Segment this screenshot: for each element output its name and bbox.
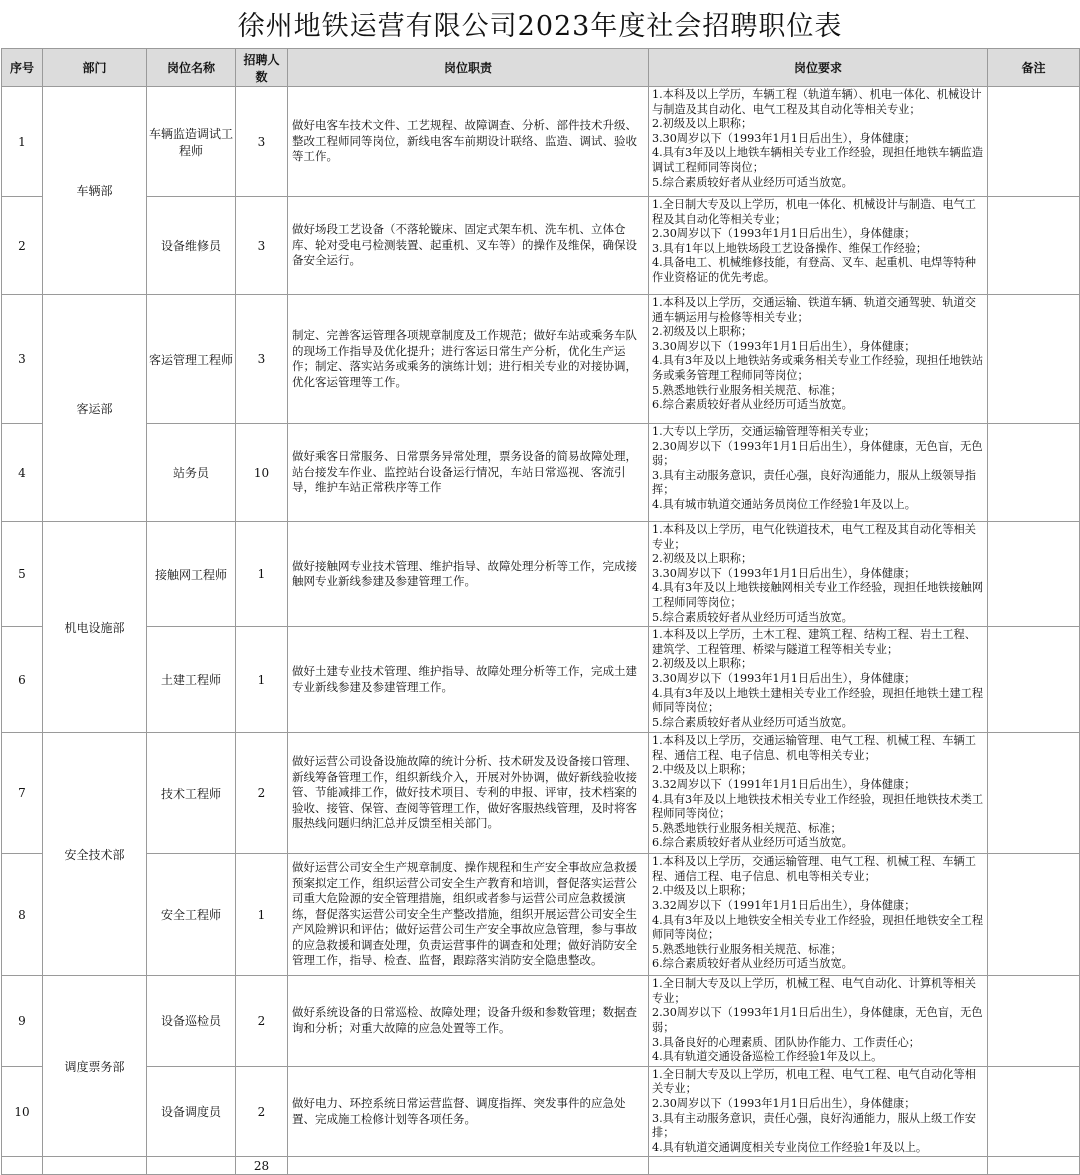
row-duty: 做好场段工艺设备（不落轮镟床、固定式架车机、洗车机、立体仓库、轮对受电弓检测装置、起重机、叉车等）的操作及维保，确保设备安全运行。 <box>288 197 649 295</box>
requirement-item: 2.30周岁以下（1993年1月1日后出生），身体健康； <box>652 1096 916 1110</box>
row-no: 5 <box>2 522 43 627</box>
row-position: 接触网工程师 <box>147 522 236 627</box>
row-requirements <box>649 522 988 627</box>
row-dept: 机电设施部 <box>43 522 147 733</box>
header-dept: 部门 <box>43 49 147 87</box>
row-dept: 客运部 <box>43 295 147 522</box>
table-row <box>2 976 1080 1067</box>
header-duty: 岗位职责 <box>288 49 649 87</box>
row-note <box>988 854 1080 976</box>
header-requirements: 岗位要求 <box>649 49 988 87</box>
requirement-item: 4.具有3年及以上地铁车辆相关专业工作经验，现担任地铁车辆监造调试工程师同等岗位； <box>652 146 984 174</box>
row-requirements <box>649 854 988 976</box>
row-no: 9 <box>2 976 43 1067</box>
row-note <box>988 976 1080 1067</box>
row-requirements <box>649 424 988 522</box>
requirement-item: 2.30周岁以下（1993年1月1日后出生），身体健康； <box>652 227 916 241</box>
requirement-item: 1.全日制大专及以上学历，机电工程、电气工程、电气自动化等相关专业； <box>652 1067 976 1096</box>
row-requirements <box>649 627 988 733</box>
row-requirements <box>649 295 988 424</box>
requirement-item: 2.初级及以上职称； <box>652 657 753 671</box>
requirement-item: 5.综合素质较好者从业经历可适当放宽。 <box>652 610 853 624</box>
row-position: 设备维修员 <box>147 197 236 295</box>
row-dept: 调度票务部 <box>43 976 147 1157</box>
row-dept: 安全技术部 <box>43 733 147 976</box>
row-note <box>988 733 1080 854</box>
row-note <box>988 1066 1080 1157</box>
requirement-item: 2.初级及以上职称； <box>652 552 753 566</box>
requirement-item: 1.本科及以上学历，电气化铁道技术，电气工程及其自动化等相关专业； <box>652 523 976 551</box>
recruitment-table <box>1 48 1080 1175</box>
requirement-item: 4.具有3年及以上地铁站务或乘务相关专业工作经验，现担任地铁站务或乘务管理工程师同等岗位； <box>652 354 984 382</box>
row-duty: 制定、完善客运管理各项规章制度及工作规范；做好车站或乘务车队的现场工作指导及优化提升；进行客运日常生产分析，优化生产运作；制定、落实站务或乘务的演练计划；进行相关专业的对接协调，优化客运管理等工作。 <box>288 295 649 424</box>
requirement-item: 3.具有1年以上地铁场段工艺设备操作、维保工作经验； <box>652 241 928 255</box>
requirement-item: 3.具有主动服务意识，责任心强，良好沟通能力，服从上级工作安排； <box>652 1111 976 1140</box>
requirement-item: 3.30周岁以下（1993年1月1日后出生），身体健康； <box>652 131 916 145</box>
row-position: 设备调度员 <box>147 1066 236 1157</box>
requirement-item: 2.中级及以上职称； <box>652 884 753 898</box>
row-requirements <box>649 197 988 295</box>
row-duty: 做好电客车技术文件、工艺规程、故障调查、分析、部件技术升级、整改工程师同等岗位，新线电客车前期设计联络、监造、调试、验收等工作。 <box>288 87 649 197</box>
row-count: 3 <box>236 197 288 295</box>
requirement-item: 4.具有城市轨道交通站务员岗位工作经验1年及以上。 <box>652 497 916 511</box>
row-note <box>988 197 1080 295</box>
row-duty: 做好运营公司安全生产规章制度、操作规程和生产安全事故应急救援预案拟定工作，组织运营公司安全生产教育和培训，督促落实运营公司重大危险源的安全管理措施，组织或者参与运营公司应急救援演练，督促落实运营公司安全生产整改措施，组织开展运营公司安全生产风险辨识和评估；做好运营公司生产安全事故应急管理，参与事故的应急救援和调查处理，负责运营事件的调查和处理；做好消防安全管理工作，指导、检查、监督，跟踪落实消防安全隐患整改。 <box>288 854 649 976</box>
requirement-item: 6.综合素质较好者从业经历可适当放宽。 <box>652 398 853 412</box>
requirement-item: 3.30周岁以下（1993年1月1日后出生），身体健康； <box>652 566 916 580</box>
row-no: 2 <box>2 197 43 295</box>
row-requirements <box>649 976 988 1067</box>
requirement-item: 1.本科及以上学历，交通运输管理、电气工程、机械工程、车辆工程、通信工程、电子信息、机电等相关专业； <box>652 734 976 762</box>
row-count: 1 <box>236 522 288 627</box>
row-count: 10 <box>236 424 288 522</box>
row-count: 1 <box>236 627 288 733</box>
requirement-item: 4.具备电工、机械维修技能，有登高、叉车、起重机、电焊等特种作业资格证的优先考虑。 <box>652 256 976 284</box>
row-position: 车辆监造调试工程师 <box>147 87 236 197</box>
row-duty: 做好电力、环控系统日常运营监督、调度指挥、突发事件的应急处置、完成施工检修计划等各项任务。 <box>288 1066 649 1157</box>
requirement-item: 5.熟悉地铁行业服务相关规范、标准； <box>652 383 842 397</box>
row-requirements <box>649 87 988 197</box>
requirement-item: 1.全日制大专及以上学历，机械工程、电气自动化、计算机等相关专业； <box>652 977 976 1005</box>
row-note <box>988 522 1080 627</box>
table-row <box>2 733 1080 854</box>
row-no: 4 <box>2 424 43 522</box>
requirement-item: 4.具有轨道交通调度相关专业岗位工作经验1年及以上。 <box>652 1140 928 1154</box>
row-duty: 做好系统设备的日常巡检、故障处理；设备升级和参数管理；数据查询和分析；对重大故障的应急处置等工作。 <box>288 976 649 1067</box>
requirement-item: 2.初级及以上职称； <box>652 117 753 131</box>
requirement-item: 1.本科及以上学历，交通运输管理、电气工程、机械工程、车辆工程、通信工程、电子信息、机电等相关专业； <box>652 855 976 883</box>
row-duty: 做好运营公司设备设施故障的统计分析、技术研发及设备接口管理、新线筹备管理工作，组织新线介入，开展对外协调，做好新线验收接管、节能减排工作，做好技术项目、专利的申报、评审，技术档案的验收、接管、保管、查阅等管理工作，做好客服热线管理，及时将客服热线问题归纳汇总并反馈至相关部门。 <box>288 733 649 854</box>
total-row <box>2 1157 1080 1175</box>
row-note <box>988 295 1080 424</box>
requirement-item: 4.具有轨道交通设备巡检工作经验1年及以上。 <box>652 1050 883 1064</box>
row-position: 土建工程师 <box>147 627 236 733</box>
row-dept: 车辆部 <box>43 87 147 295</box>
row-position: 站务员 <box>147 424 236 522</box>
table-row <box>2 1066 1080 1157</box>
requirement-item: 5.熟悉地铁行业服务相关规范、标准； <box>652 942 842 956</box>
row-position: 客运管理工程师 <box>147 295 236 424</box>
table-row <box>2 295 1080 424</box>
requirement-item: 1.全日制大专及以上学历，机电一体化、机械设计与制造、电气工程及其自动化等相关专业； <box>652 198 976 226</box>
row-duty: 做好土建专业技术管理、维护指导、故障处理分析等工作，完成土建专业新线参建及参建管理工作。 <box>288 627 649 733</box>
row-count: 2 <box>236 976 288 1067</box>
row-note <box>988 424 1080 522</box>
requirement-item: 4.具有3年及以上地铁技术相关专业工作经验，现担任地铁技术类工程师同等岗位； <box>652 792 984 821</box>
requirement-item: 3.具有主动服务意识，责任心强，良好沟通能力，服从上级领导指挥； <box>652 468 976 497</box>
requirement-item: 1.本科及以上学历，土木工程、建筑工程、结构工程、岩土工程、建筑学、工程管理、桥梁与隧道工程等相关专业； <box>652 628 976 656</box>
row-count: 2 <box>236 733 288 854</box>
row-count: 2 <box>236 1066 288 1157</box>
row-no: 6 <box>2 627 43 733</box>
row-duty: 做好乘客日常服务、日常票务异常处理，票务设备的简易故障处理，站台接发车作业、监控站台设备运行情况，车站日常巡视、客流引导，维护车站正常秩序等工作 <box>288 424 649 522</box>
row-no: 3 <box>2 295 43 424</box>
requirement-item: 2.30周岁以下（1993年1月1日后出生），身体健康，无色盲，无色弱； <box>652 439 983 468</box>
row-position: 设备巡检员 <box>147 976 236 1067</box>
table-row <box>2 522 1080 627</box>
requirement-item: 4.具有3年及以上地铁接触网相关专业工作经验，现担任地铁接触网工程师同等岗位； <box>652 581 984 609</box>
table-row <box>2 627 1080 733</box>
requirement-item: 3.30周岁以下（1993年1月1日后出生），身体健康； <box>652 339 916 353</box>
table-row <box>2 854 1080 976</box>
row-no: 1 <box>2 87 43 197</box>
header-count: 招聘人数 <box>236 49 288 87</box>
header-row <box>2 49 1080 87</box>
row-duty: 做好接触网专业技术管理、维护指导、故障处理分析等工作，完成接触网专业新线参建及参建管理工作。 <box>288 522 649 627</box>
header-position: 岗位名称 <box>147 49 236 87</box>
requirement-item: 6.综合素质较好者从业经历可适当放宽。 <box>652 957 853 971</box>
requirement-item: 1.本科及以上学历，交通运输、铁道车辆、轨道交通驾驶、轨道交通车辆运用与检修等相关专业； <box>652 296 976 324</box>
row-no: 7 <box>2 733 43 854</box>
requirement-item: 6.综合素质较好者从业经历可适当放宽。 <box>652 836 853 850</box>
requirement-item: 4.具有3年及以上地铁安全相关专业工作经验，现担任地铁安全工程师同等岗位； <box>652 913 984 942</box>
requirement-item: 3.32周岁以下（1991年1月1日后出生），身体健康； <box>652 898 916 912</box>
table-row <box>2 197 1080 295</box>
requirement-item: 3.32周岁以下（1991年1月1日后出生），身体健康； <box>652 777 916 791</box>
row-note <box>988 87 1080 197</box>
row-count: 3 <box>236 295 288 424</box>
requirement-item: 2.初级及以上职称； <box>652 325 753 339</box>
header-note: 备注 <box>988 49 1080 87</box>
row-no: 8 <box>2 854 43 976</box>
requirement-item: 2.中级及以上职称； <box>652 763 753 777</box>
row-no: 10 <box>2 1066 43 1157</box>
requirement-item: 1.本科及以上学历，车辆工程（轨道车辆）、机电一体化、机械设计与制造及其自动化、电气工程及其自动化等相关专业； <box>652 88 982 116</box>
row-position: 安全工程师 <box>147 854 236 976</box>
requirement-item: 3.具备良好的心理素质、团队协作能力、工作责任心； <box>652 1035 920 1049</box>
row-position: 技术工程师 <box>147 733 236 854</box>
row-count: 3 <box>236 87 288 197</box>
requirement-item: 5.熟悉地铁行业服务相关规范、标准； <box>652 821 842 835</box>
row-requirements <box>649 1066 988 1157</box>
row-note <box>988 627 1080 733</box>
table-row <box>2 87 1080 197</box>
requirement-item: 3.30周岁以下（1993年1月1日后出生），身体健康； <box>652 671 916 685</box>
requirement-item: 5.综合素质较好者从业经历可适当放宽。 <box>652 175 853 189</box>
total-count: 28 <box>236 1157 288 1175</box>
page-title: 徐州地铁运营有限公司2023年度社会招聘职位表 <box>237 10 843 42</box>
row-requirements <box>649 733 988 854</box>
row-count: 1 <box>236 854 288 976</box>
header-no: 序号 <box>2 49 43 87</box>
requirement-item: 1.大专以上学历，交通运输管理等相关专业； <box>652 425 876 438</box>
requirement-item: 2.30周岁以下（1993年1月1日后出生），身体健康，无色盲，无色弱； <box>652 1006 983 1034</box>
requirement-item: 5.综合素质较好者从业经历可适当放宽。 <box>652 715 853 729</box>
table-row <box>2 424 1080 522</box>
requirement-item: 4.具有3年及以上地铁土建相关专业工作经验，现担任地铁土建工程师同等岗位； <box>652 686 984 715</box>
